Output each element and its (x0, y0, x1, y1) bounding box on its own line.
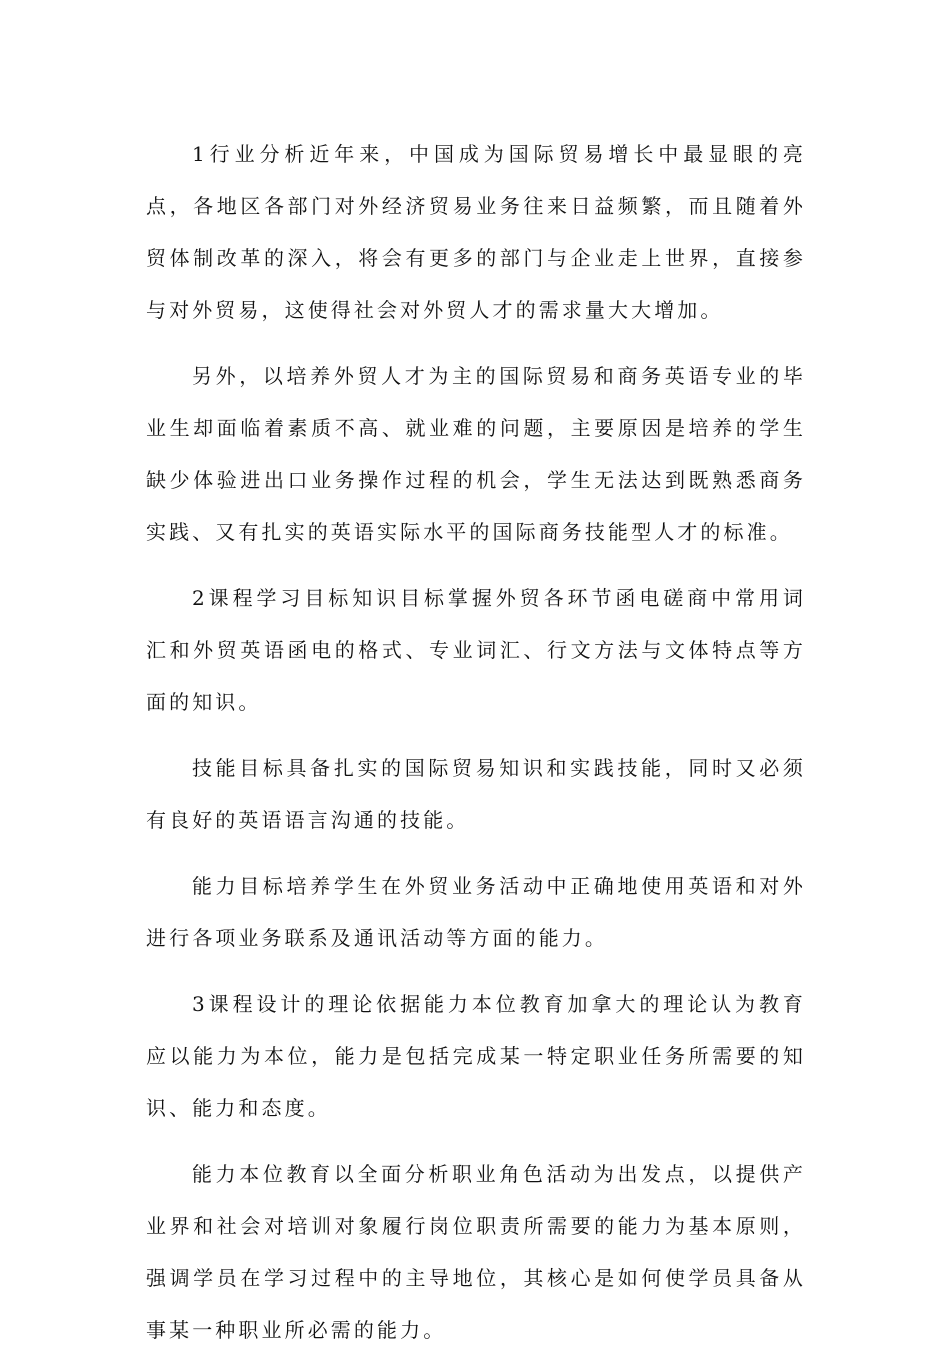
paragraph-industry-analysis: 1行业分析近年来，中国成为国际贸易增长中最显眼的亮点，各地区各部门对外经济贸易业务往来日益频繁，而且随着外贸体制改革的深入，将会有更多的部门与企业走上世界，直接参与对外贸易，这使得社会对外贸人才的需求量大大增加。 (146, 142, 806, 322)
paragraph-knowledge-goal: 2课程学习目标知识目标掌握外贸各环节函电磋商中常用词汇和外贸英语函电的格式、专业词汇、行文方法与文体特点等方面的知识。 (146, 586, 806, 714)
paragraph-skill-goal: 技能目标具备扎实的国际贸易知识和实践技能，同时又必须有良好的英语语言沟通的技能。 (146, 756, 806, 832)
paragraph-theory-basis: 3课程设计的理论依据能力本位教育加拿大的理论认为教育应以能力为本位，能力是包括完成某一特定职业任务所需要的知识、能力和态度。 (146, 992, 806, 1120)
paragraph-graduates-problem: 另外，以培养外贸人才为主的国际贸易和商务英语专业的毕业生却面临着素质不高、就业难的问题，主要原因是培养的学生缺少体验进出口业务操作过程的机会，学生无法达到既熟悉商务实践、又有扎实的英语实际水平的国际商务技能型人才的标准。 (146, 364, 806, 544)
paragraph-competency-education: 能力本位教育以全面分析职业角色活动为出发点，以提供产业界和社会对培训对象履行岗位职责所需要的能力为基本原则，强调学员在学习过程中的主导地位，其核心是如何使学员具备从事某一种职业所必需的能力。 (146, 1162, 806, 1342)
paragraph-ability-goal: 能力目标培养学生在外贸业务活动中正确地使用英语和对外进行各项业务联系及通讯活动等方面的能力。 (146, 874, 806, 950)
document-body (146, 128, 806, 1370)
